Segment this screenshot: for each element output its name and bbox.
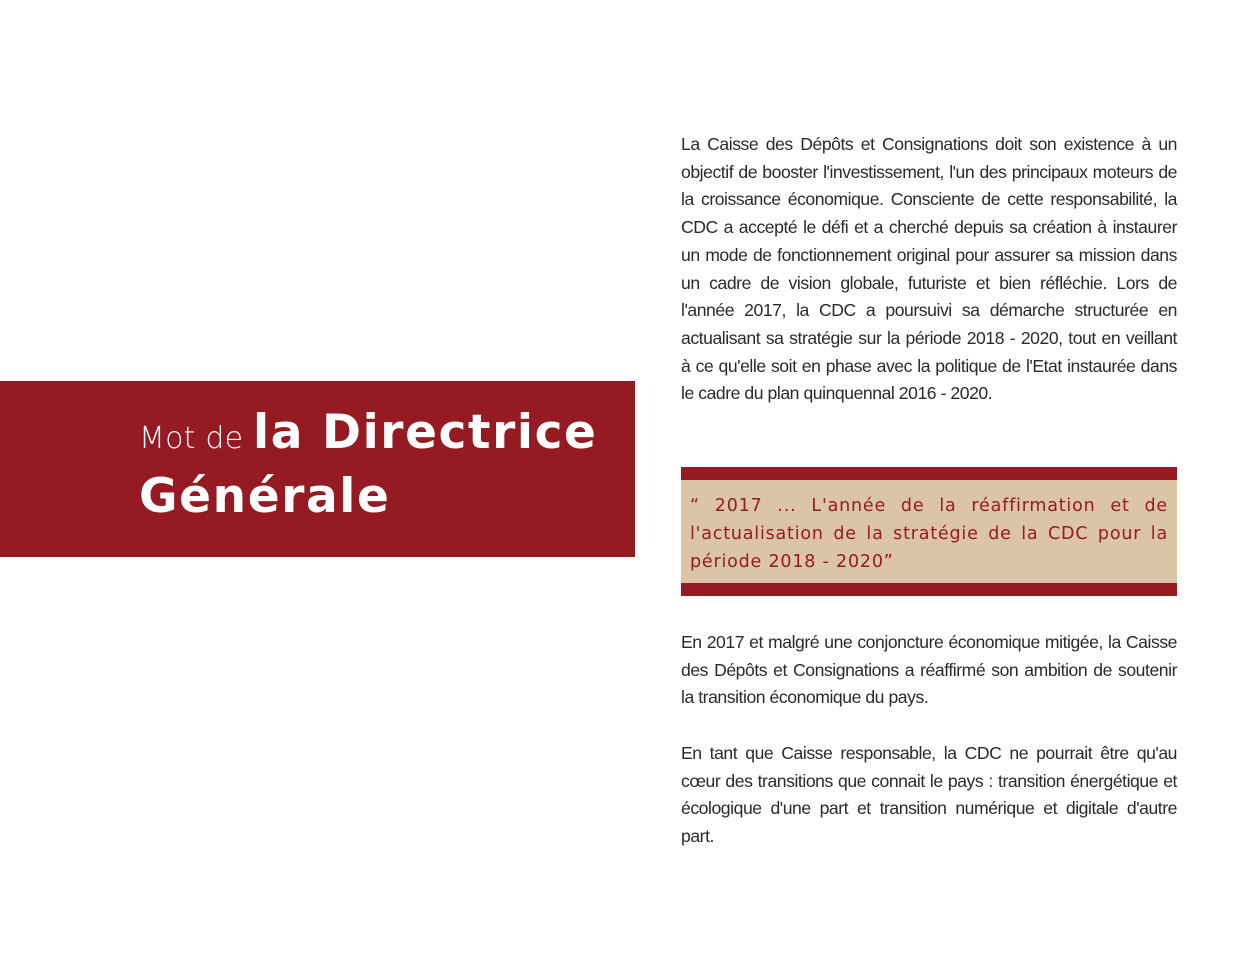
title-prefix: Mot de <box>139 421 253 456</box>
second-paragraph: En 2017 et malgré une conjoncture économique mitigée, la Caisse des Dépôts et Consignations a réaffirmé son ambition de soutenir la transition économique du pays. <box>681 632 1177 708</box>
pull-quote <box>681 467 1177 596</box>
intro-paragraph: La Caisse des Dépôts et Consignations doit son existence à un objectif de booster l'investissement, l'un des principaux moteurs de la croissance économique. Consciente de cette responsabilité, la CDC a accepté le défi et a cherché depuis sa création à instaurer un mode de fonctionnement original pour assurer sa mission dans un cadre de vision globale, futuriste et bien réfléchie. Lors de l'année 2017, la CDC a poursuivi sa démarche structurée en actualisant sa stratégie sur la période 2018 - 2020, tout en veillant à ce qu'elle soit en phase avec la politique de l'Etat instaurée dans le cadre du plan quinquennal 2016 - 2020. <box>681 134 1177 404</box>
page-title <box>139 405 598 460</box>
pull-quote-text: “ 2017 ... L'année de la réaffirmation et de l'actualisation de la stratégie de la CDC pour la période 2018 - 2020” <box>690 496 1168 572</box>
title-main: la Directrice <box>252 405 598 460</box>
title-second-line: Générale <box>139 469 391 524</box>
page-title-line2 <box>139 469 391 524</box>
third-paragraph: En tant que Caisse responsable, la CDC ne pourrait être qu'au cœur des transitions que connait le pays : transition énergétique et écologique d'une part et transition numérique et digitale d'autre part. <box>681 743 1177 847</box>
